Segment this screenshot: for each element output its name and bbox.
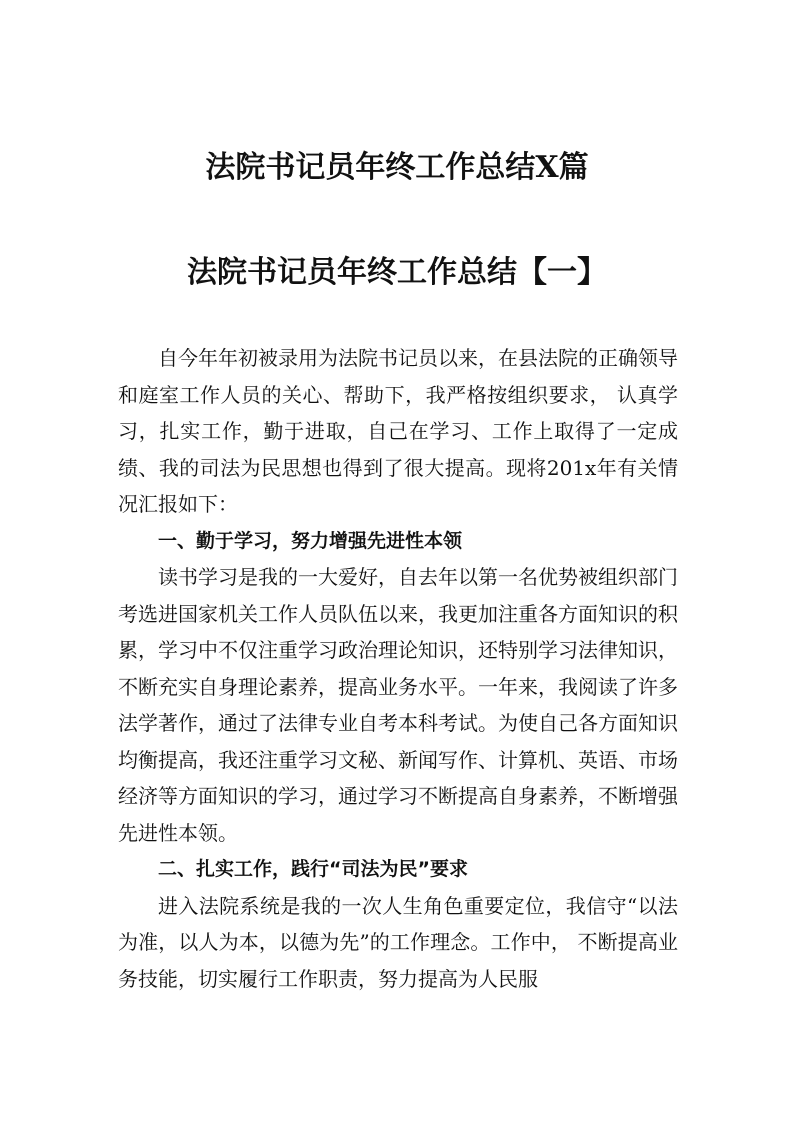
section-title: 法院书记员年终工作总结【一】 [187, 255, 607, 290]
document-body [118, 340, 678, 997]
intro-paragraph: 自今年年初被录用为法院书记员以来，在县法院的正确领导和庭室工作人员的关心、帮助下，我严格按组织要求， 认真学习，扎实工作，勤于进取，自己在学习、工作上取得了一定成绩、我的司法为民思想也得到了很大提高。现将201x年有关情况汇报如下： [118, 346, 678, 516]
work-paragraph: 进入法院系统是我的一次人生角色重要定位，我信守“以法为准，以人为本，以德为先”的工作理念。工作中， 不断提高业务技能，切实履行工作职责，努力提高为人民服 [118, 893, 678, 991]
section-heading-2: 二、扎实工作，践行“司法为民”要求 [158, 858, 468, 880]
study-paragraph: 读书学习是我的一大爱好，自去年以第一名优势被组织部门考选进国家机关工作人员队伍以来，我更加注重各方面知识的积累，学习中不仅注重学习政治理论知识，还特别学习法律知识，不断充实自身理论素养，提高业务水平。一年来，我阅读了许多法学著作，通过了法律专业自考本科考试。为使自己各方面知识均衡提高，我还注重学习文秘、新闻写作、计算机、英语、市场经济等方面知识的学习，通过学习不断提高自身素养，不断增强先进性本领。 [118, 565, 678, 845]
document-title: 法院书记员年终工作总结X篇 [205, 150, 589, 185]
section-heading-1: 一、勤于学习，努力增强先进性本领 [158, 529, 463, 552]
